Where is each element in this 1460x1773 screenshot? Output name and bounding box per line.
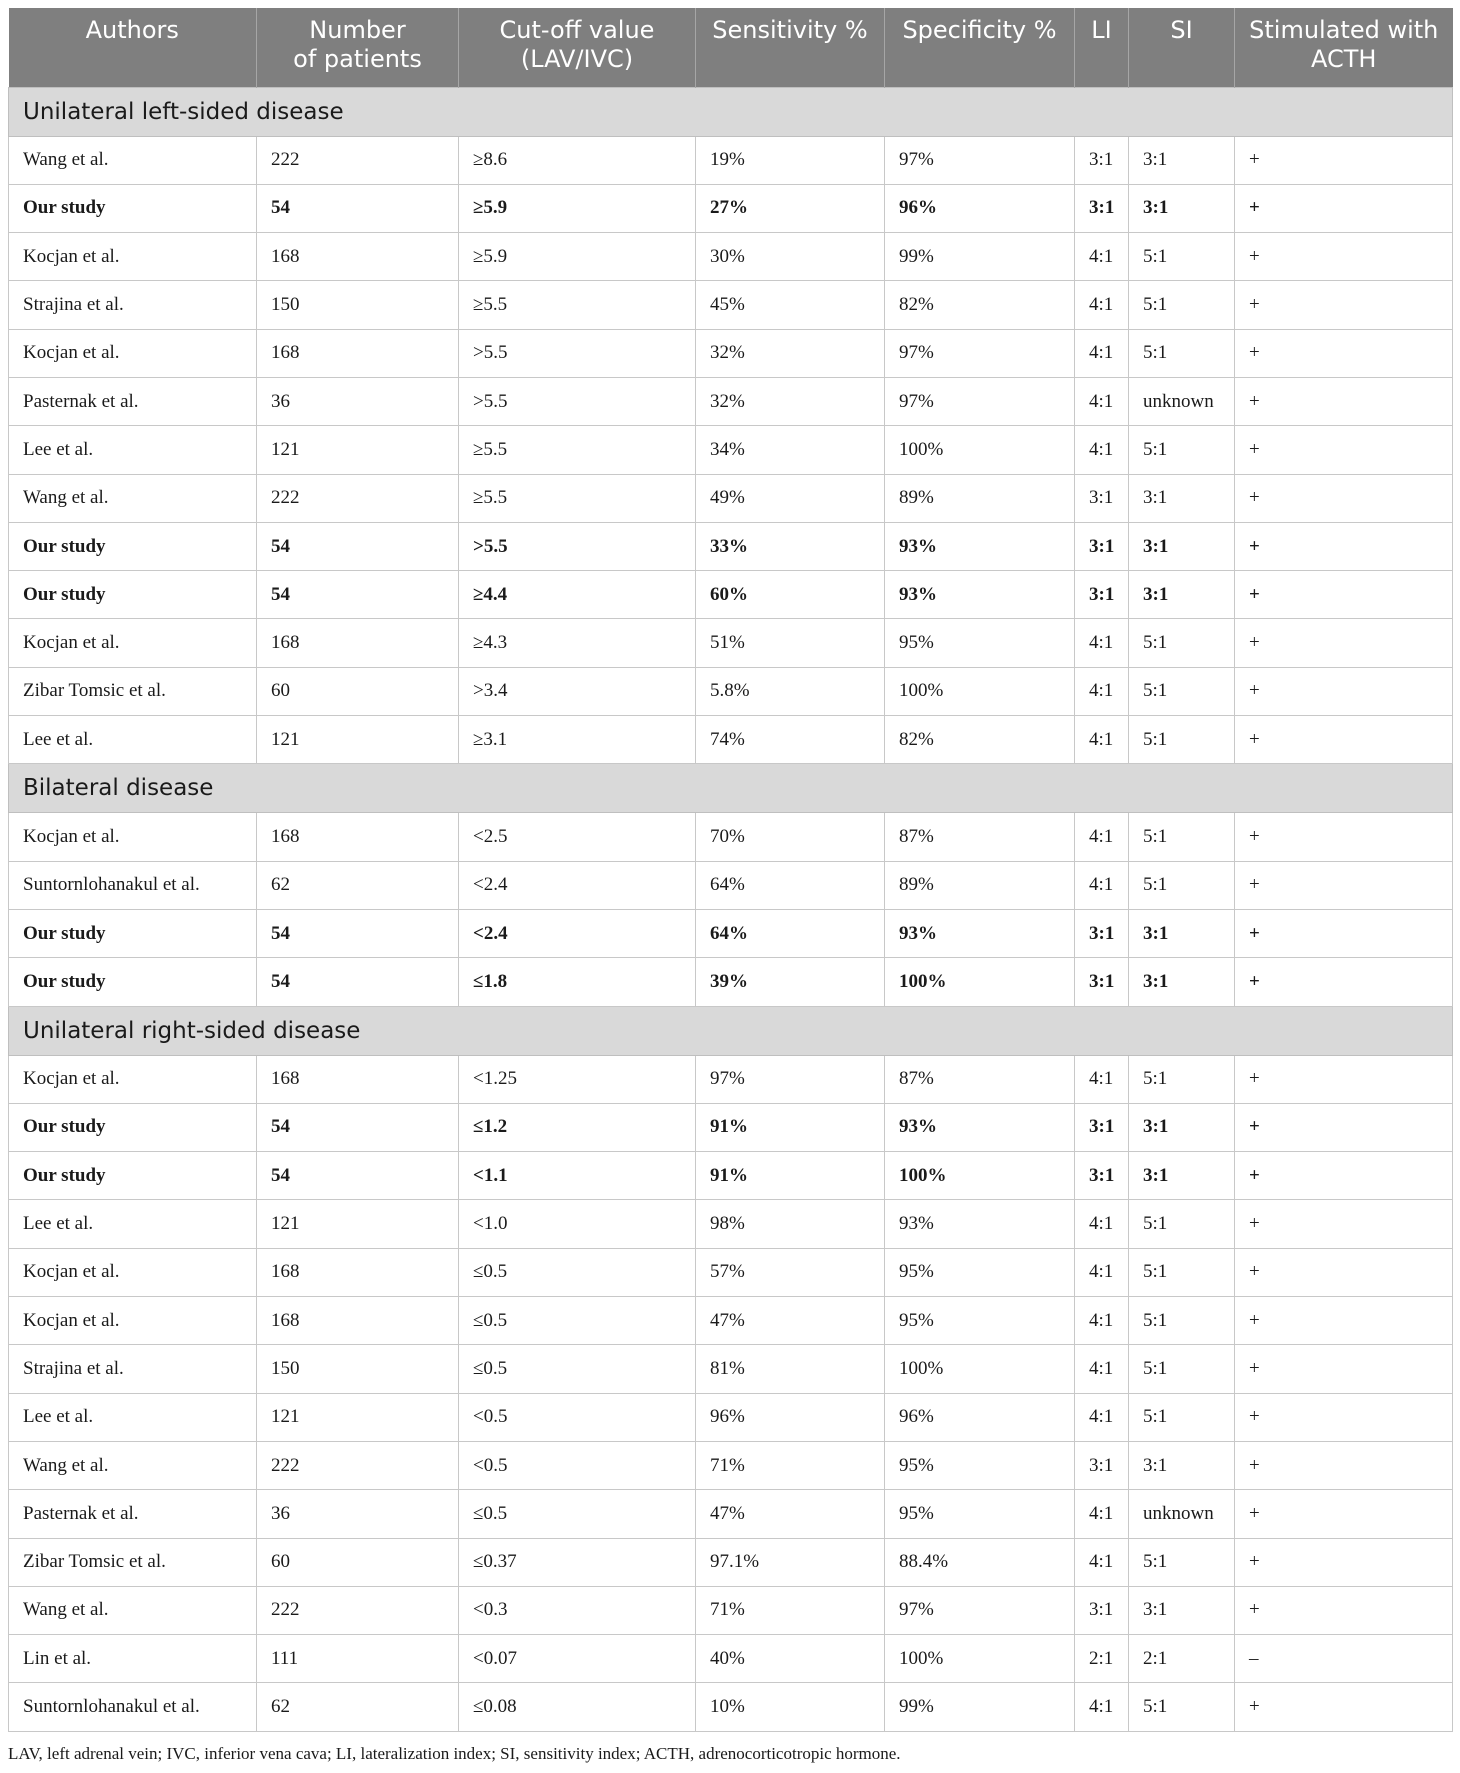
cell-cutoff-value: ≤0.08 xyxy=(459,1683,696,1731)
cell-number-of-patients: 222 xyxy=(257,1441,459,1489)
cell-number-of-patients: 54 xyxy=(257,571,459,619)
table-header xyxy=(9,8,1453,87)
cell-li: 4:1 xyxy=(1075,1345,1129,1393)
cell-cutoff-value: ≥3.1 xyxy=(459,716,696,764)
cell-stimulated-acth: + xyxy=(1235,1441,1453,1489)
cell-specificity: 93% xyxy=(885,1200,1075,1248)
cell-authors: Kocjan et al. xyxy=(9,813,257,861)
cell-stimulated-acth: + xyxy=(1235,571,1453,619)
cell-si: 5:1 xyxy=(1129,1248,1235,1296)
cell-sensitivity: 39% xyxy=(696,958,885,1006)
cell-li: 4:1 xyxy=(1075,813,1129,861)
cell-stimulated-acth: + xyxy=(1235,377,1453,425)
cell-stimulated-acth: + xyxy=(1235,1490,1453,1538)
cell-sensitivity: 19% xyxy=(696,136,885,184)
cell-cutoff-value: ≥5.9 xyxy=(459,184,696,232)
cell-specificity: 96% xyxy=(885,184,1075,232)
cell-number-of-patients: 121 xyxy=(257,1200,459,1248)
cell-si: 5:1 xyxy=(1129,426,1235,474)
cell-si: 3:1 xyxy=(1129,474,1235,522)
cell-si: 5:1 xyxy=(1129,1683,1235,1731)
cell-si: 5:1 xyxy=(1129,1297,1235,1345)
cell-authors: Kocjan et al. xyxy=(9,233,257,281)
cell-sensitivity: 33% xyxy=(696,522,885,570)
cell-specificity: 100% xyxy=(885,1635,1075,1683)
cell-si: 3:1 xyxy=(1129,1152,1235,1200)
cell-stimulated-acth: – xyxy=(1235,1635,1453,1683)
cell-specificity: 100% xyxy=(885,958,1075,1006)
cell-stimulated-acth: + xyxy=(1235,1586,1453,1634)
cell-authors: Suntornlohanakul et al. xyxy=(9,1683,257,1731)
cell-specificity: 93% xyxy=(885,1103,1075,1151)
cell-stimulated-acth: + xyxy=(1235,667,1453,715)
header-row xyxy=(9,8,1453,87)
cell-stimulated-acth: + xyxy=(1235,426,1453,474)
cell-specificity: 82% xyxy=(885,716,1075,764)
cell-si: unknown xyxy=(1129,1490,1235,1538)
table-row xyxy=(9,1055,1453,1103)
cell-specificity: 97% xyxy=(885,136,1075,184)
cell-li: 4:1 xyxy=(1075,1683,1129,1731)
cell-cutoff-value: <0.3 xyxy=(459,1586,696,1634)
table-row xyxy=(9,1200,1453,1248)
cell-si: 3:1 xyxy=(1129,136,1235,184)
cell-specificity: 93% xyxy=(885,909,1075,957)
cell-si: 3:1 xyxy=(1129,1441,1235,1489)
cell-sensitivity: 97% xyxy=(696,1055,885,1103)
cell-number-of-patients: 54 xyxy=(257,958,459,1006)
cell-li: 4:1 xyxy=(1075,861,1129,909)
header-li: LI xyxy=(1075,8,1129,87)
table-row xyxy=(9,184,1453,232)
cell-cutoff-value: <2.5 xyxy=(459,813,696,861)
cell-number-of-patients: 54 xyxy=(257,1103,459,1151)
cell-sensitivity: 60% xyxy=(696,571,885,619)
cell-authors: Kocjan et al. xyxy=(9,1055,257,1103)
cell-number-of-patients: 121 xyxy=(257,426,459,474)
cell-cutoff-value: ≥5.5 xyxy=(459,281,696,329)
cell-cutoff-value: >5.5 xyxy=(459,377,696,425)
cell-stimulated-acth: + xyxy=(1235,813,1453,861)
cell-specificity: 97% xyxy=(885,377,1075,425)
cell-si: 5:1 xyxy=(1129,1345,1235,1393)
section-title: Bilateral disease xyxy=(9,764,1453,813)
cell-li: 4:1 xyxy=(1075,329,1129,377)
cell-sensitivity: 5.8% xyxy=(696,667,885,715)
cell-number-of-patients: 168 xyxy=(257,1248,459,1296)
cell-authors: Zibar Tomsic et al. xyxy=(9,667,257,715)
cell-sensitivity: 71% xyxy=(696,1441,885,1489)
cell-sensitivity: 10% xyxy=(696,1683,885,1731)
cell-authors: Strajina et al. xyxy=(9,1345,257,1393)
table-row xyxy=(9,1490,1453,1538)
cell-number-of-patients: 222 xyxy=(257,474,459,522)
cell-stimulated-acth: + xyxy=(1235,136,1453,184)
cell-sensitivity: 32% xyxy=(696,329,885,377)
cell-li: 2:1 xyxy=(1075,1635,1129,1683)
cell-authors: Our study xyxy=(9,571,257,619)
cell-sensitivity: 45% xyxy=(696,281,885,329)
table-body xyxy=(9,87,1453,1731)
cell-stimulated-acth: + xyxy=(1235,619,1453,667)
cell-stimulated-acth: + xyxy=(1235,1538,1453,1586)
header-authors: Authors xyxy=(9,8,257,87)
cell-li: 3:1 xyxy=(1075,1152,1129,1200)
cell-cutoff-value: <1.1 xyxy=(459,1152,696,1200)
cell-number-of-patients: 60 xyxy=(257,667,459,715)
cell-stimulated-acth: + xyxy=(1235,281,1453,329)
cell-li: 3:1 xyxy=(1075,474,1129,522)
cell-sensitivity: 97.1% xyxy=(696,1538,885,1586)
cell-specificity: 82% xyxy=(885,281,1075,329)
section-row xyxy=(9,764,1453,813)
cell-authors: Our study xyxy=(9,522,257,570)
cell-sensitivity: 91% xyxy=(696,1152,885,1200)
cell-number-of-patients: 62 xyxy=(257,861,459,909)
cell-authors: Lee et al. xyxy=(9,426,257,474)
cell-number-of-patients: 150 xyxy=(257,1345,459,1393)
cell-specificity: 100% xyxy=(885,426,1075,474)
header-stimulated-acth: Stimulated with ACTH xyxy=(1235,8,1453,87)
cell-si: 5:1 xyxy=(1129,329,1235,377)
cell-number-of-patients: 168 xyxy=(257,1055,459,1103)
cell-sensitivity: 64% xyxy=(696,861,885,909)
cell-number-of-patients: 54 xyxy=(257,909,459,957)
cell-number-of-patients: 168 xyxy=(257,329,459,377)
cell-si: 3:1 xyxy=(1129,1586,1235,1634)
cell-sensitivity: 57% xyxy=(696,1248,885,1296)
cell-number-of-patients: 54 xyxy=(257,1152,459,1200)
cell-authors: Kocjan et al. xyxy=(9,329,257,377)
cell-li: 4:1 xyxy=(1075,233,1129,281)
cell-specificity: 96% xyxy=(885,1393,1075,1441)
cell-stimulated-acth: + xyxy=(1235,329,1453,377)
cell-authors: Our study xyxy=(9,1103,257,1151)
cell-stimulated-acth: + xyxy=(1235,233,1453,281)
cell-li: 4:1 xyxy=(1075,667,1129,715)
cell-specificity: 87% xyxy=(885,813,1075,861)
cell-specificity: 88.4% xyxy=(885,1538,1075,1586)
cell-sensitivity: 47% xyxy=(696,1297,885,1345)
cell-authors: Lee et al. xyxy=(9,716,257,764)
cell-cutoff-value: ≤0.5 xyxy=(459,1248,696,1296)
cell-si: 5:1 xyxy=(1129,813,1235,861)
table-row xyxy=(9,1538,1453,1586)
cell-stimulated-acth: + xyxy=(1235,474,1453,522)
cell-li: 3:1 xyxy=(1075,958,1129,1006)
table-row xyxy=(9,958,1453,1006)
cell-cutoff-value: ≤1.8 xyxy=(459,958,696,1006)
cell-cutoff-value: ≥4.4 xyxy=(459,571,696,619)
cell-cutoff-value: ≥4.3 xyxy=(459,619,696,667)
cell-li: 4:1 xyxy=(1075,1297,1129,1345)
cell-stimulated-acth: + xyxy=(1235,1103,1453,1151)
cell-stimulated-acth: + xyxy=(1235,958,1453,1006)
cell-authors: Strajina et al. xyxy=(9,281,257,329)
cell-li: 3:1 xyxy=(1075,136,1129,184)
cell-cutoff-value: >3.4 xyxy=(459,667,696,715)
cell-authors: Our study xyxy=(9,909,257,957)
cell-cutoff-value: ≤1.2 xyxy=(459,1103,696,1151)
cell-number-of-patients: 121 xyxy=(257,716,459,764)
cell-number-of-patients: 54 xyxy=(257,522,459,570)
cell-li: 4:1 xyxy=(1075,1490,1129,1538)
cell-si: 3:1 xyxy=(1129,958,1235,1006)
cell-number-of-patients: 222 xyxy=(257,1586,459,1634)
cell-cutoff-value: ≥5.5 xyxy=(459,474,696,522)
cell-sensitivity: 70% xyxy=(696,813,885,861)
cell-authors: Our study xyxy=(9,1152,257,1200)
section-row xyxy=(9,1006,1453,1055)
cell-sensitivity: 98% xyxy=(696,1200,885,1248)
cell-number-of-patients: 36 xyxy=(257,1490,459,1538)
cell-specificity: 89% xyxy=(885,861,1075,909)
cell-cutoff-value: ≤0.37 xyxy=(459,1538,696,1586)
cell-si: 5:1 xyxy=(1129,1200,1235,1248)
cell-cutoff-value: ≤0.5 xyxy=(459,1490,696,1538)
cell-si: 5:1 xyxy=(1129,1393,1235,1441)
cell-specificity: 87% xyxy=(885,1055,1075,1103)
cell-authors: Lee et al. xyxy=(9,1200,257,1248)
cell-si: unknown xyxy=(1129,377,1235,425)
cell-sensitivity: 81% xyxy=(696,1345,885,1393)
cell-authors: Wang et al. xyxy=(9,1441,257,1489)
cell-sensitivity: 91% xyxy=(696,1103,885,1151)
section-title: Unilateral right-sided disease xyxy=(9,1006,1453,1055)
cell-stimulated-acth: + xyxy=(1235,184,1453,232)
cell-number-of-patients: 62 xyxy=(257,1683,459,1731)
cell-stimulated-acth: + xyxy=(1235,1345,1453,1393)
cell-cutoff-value: <0.07 xyxy=(459,1635,696,1683)
cell-sensitivity: 27% xyxy=(696,184,885,232)
cell-li: 3:1 xyxy=(1075,1103,1129,1151)
table-row xyxy=(9,281,1453,329)
cell-si: 3:1 xyxy=(1129,909,1235,957)
table-row xyxy=(9,474,1453,522)
cell-li: 4:1 xyxy=(1075,426,1129,474)
table-row xyxy=(9,1393,1453,1441)
cell-number-of-patients: 150 xyxy=(257,281,459,329)
table-row xyxy=(9,1297,1453,1345)
table-row xyxy=(9,1103,1453,1151)
section-row xyxy=(9,87,1453,136)
cell-li: 3:1 xyxy=(1075,909,1129,957)
table-row xyxy=(9,619,1453,667)
cell-si: 5:1 xyxy=(1129,619,1235,667)
cell-cutoff-value: ≥5.5 xyxy=(459,426,696,474)
cell-authors: Kocjan et al. xyxy=(9,1297,257,1345)
cell-si: 5:1 xyxy=(1129,667,1235,715)
cell-cutoff-value: ≥8.6 xyxy=(459,136,696,184)
cell-authors: Lee et al. xyxy=(9,1393,257,1441)
cell-authors: Wang et al. xyxy=(9,136,257,184)
cell-si: 3:1 xyxy=(1129,571,1235,619)
cell-stimulated-acth: + xyxy=(1235,1393,1453,1441)
cell-li: 3:1 xyxy=(1075,1441,1129,1489)
cell-specificity: 93% xyxy=(885,571,1075,619)
cell-cutoff-value: ≤0.5 xyxy=(459,1297,696,1345)
cell-stimulated-acth: + xyxy=(1235,1055,1453,1103)
table-container xyxy=(8,8,1452,1732)
cell-li: 4:1 xyxy=(1075,281,1129,329)
cell-specificity: 100% xyxy=(885,667,1075,715)
cell-specificity: 99% xyxy=(885,233,1075,281)
cell-li: 4:1 xyxy=(1075,1538,1129,1586)
cell-sensitivity: 49% xyxy=(696,474,885,522)
cell-si: 5:1 xyxy=(1129,281,1235,329)
cell-cutoff-value: ≤0.5 xyxy=(459,1345,696,1393)
cell-authors: Wang et al. xyxy=(9,474,257,522)
cell-li: 4:1 xyxy=(1075,377,1129,425)
cell-specificity: 100% xyxy=(885,1152,1075,1200)
cell-li: 3:1 xyxy=(1075,1586,1129,1634)
table-row xyxy=(9,1683,1453,1731)
cell-authors: Our study xyxy=(9,958,257,1006)
cell-specificity: 89% xyxy=(885,474,1075,522)
cell-cutoff-value: ≥5.9 xyxy=(459,233,696,281)
cell-number-of-patients: 121 xyxy=(257,1393,459,1441)
table-row xyxy=(9,716,1453,764)
cell-authors: Our study xyxy=(9,184,257,232)
table-row xyxy=(9,1441,1453,1489)
cell-si: 5:1 xyxy=(1129,1538,1235,1586)
cell-specificity: 95% xyxy=(885,1441,1075,1489)
cell-cutoff-value: <2.4 xyxy=(459,909,696,957)
cell-li: 4:1 xyxy=(1075,1393,1129,1441)
cell-authors: Pasternak et al. xyxy=(9,377,257,425)
cell-cutoff-value: >5.5 xyxy=(459,329,696,377)
cell-sensitivity: 40% xyxy=(696,1635,885,1683)
cell-authors: Zibar Tomsic et al. xyxy=(9,1538,257,1586)
cell-si: 5:1 xyxy=(1129,1055,1235,1103)
header-si: SI xyxy=(1129,8,1235,87)
cell-li: 4:1 xyxy=(1075,1055,1129,1103)
cell-stimulated-acth: + xyxy=(1235,1248,1453,1296)
table-row xyxy=(9,329,1453,377)
cell-stimulated-acth: + xyxy=(1235,861,1453,909)
table-row xyxy=(9,522,1453,570)
table-row xyxy=(9,1152,1453,1200)
cell-li: 3:1 xyxy=(1075,571,1129,619)
cell-si: 2:1 xyxy=(1129,1635,1235,1683)
cell-sensitivity: 71% xyxy=(696,1586,885,1634)
cell-si: 5:1 xyxy=(1129,233,1235,281)
cell-sensitivity: 51% xyxy=(696,619,885,667)
table-row xyxy=(9,813,1453,861)
header-sensitivity: Sensitivity % xyxy=(696,8,885,87)
table-row xyxy=(9,426,1453,474)
cell-stimulated-acth: + xyxy=(1235,716,1453,764)
cell-authors: Suntornlohanakul et al. xyxy=(9,861,257,909)
table-row xyxy=(9,1586,1453,1634)
cell-si: 3:1 xyxy=(1129,522,1235,570)
cell-cutoff-value: <1.0 xyxy=(459,1200,696,1248)
cell-sensitivity: 30% xyxy=(696,233,885,281)
cell-number-of-patients: 111 xyxy=(257,1635,459,1683)
cell-cutoff-value: >5.5 xyxy=(459,522,696,570)
cell-specificity: 100% xyxy=(885,1345,1075,1393)
cutoff-comparison-table xyxy=(8,8,1453,1732)
cell-number-of-patients: 60 xyxy=(257,1538,459,1586)
cell-authors: Kocjan et al. xyxy=(9,619,257,667)
cell-stimulated-acth: + xyxy=(1235,1297,1453,1345)
cell-li: 3:1 xyxy=(1075,184,1129,232)
cell-number-of-patients: 54 xyxy=(257,184,459,232)
cell-cutoff-value: <1.25 xyxy=(459,1055,696,1103)
table-row xyxy=(9,861,1453,909)
section-title: Unilateral left-sided disease xyxy=(9,87,1453,136)
cell-li: 3:1 xyxy=(1075,522,1129,570)
cell-sensitivity: 47% xyxy=(696,1490,885,1538)
cell-specificity: 97% xyxy=(885,329,1075,377)
cell-sensitivity: 34% xyxy=(696,426,885,474)
cell-si: 3:1 xyxy=(1129,184,1235,232)
header-number-of-patients: Number of patients xyxy=(257,8,459,87)
cell-number-of-patients: 168 xyxy=(257,813,459,861)
header-specificity: Specificity % xyxy=(885,8,1075,87)
cell-number-of-patients: 222 xyxy=(257,136,459,184)
cell-li: 4:1 xyxy=(1075,1200,1129,1248)
cell-stimulated-acth: + xyxy=(1235,1152,1453,1200)
table-footnote: LAV, left adrenal vein; IVC, inferior vena cava; LI, lateralization index; SI, sensitivity index; ACTH, adrenocorticotropic hormone. xyxy=(8,1744,901,1763)
cell-stimulated-acth: + xyxy=(1235,522,1453,570)
cell-cutoff-value: <0.5 xyxy=(459,1441,696,1489)
table-row xyxy=(9,571,1453,619)
cell-specificity: 97% xyxy=(885,1586,1075,1634)
cell-authors: Kocjan et al. xyxy=(9,1248,257,1296)
table-row xyxy=(9,377,1453,425)
cell-number-of-patients: 36 xyxy=(257,377,459,425)
table-row xyxy=(9,909,1453,957)
cell-sensitivity: 64% xyxy=(696,909,885,957)
cell-specificity: 95% xyxy=(885,619,1075,667)
cell-specificity: 99% xyxy=(885,1683,1075,1731)
table-row xyxy=(9,1248,1453,1296)
table-row xyxy=(9,136,1453,184)
cell-specificity: 95% xyxy=(885,1248,1075,1296)
header-cutoff-value: Cut-off value (LAV/IVC) xyxy=(459,8,696,87)
cell-stimulated-acth: + xyxy=(1235,1200,1453,1248)
cell-authors: Pasternak et al. xyxy=(9,1490,257,1538)
cell-cutoff-value: <2.4 xyxy=(459,861,696,909)
cell-sensitivity: 32% xyxy=(696,377,885,425)
cell-li: 4:1 xyxy=(1075,619,1129,667)
cell-sensitivity: 96% xyxy=(696,1393,885,1441)
cell-number-of-patients: 168 xyxy=(257,619,459,667)
cell-sensitivity: 74% xyxy=(696,716,885,764)
table-row xyxy=(9,667,1453,715)
cell-cutoff-value: <0.5 xyxy=(459,1393,696,1441)
table-row xyxy=(9,1345,1453,1393)
cell-si: 5:1 xyxy=(1129,716,1235,764)
cell-specificity: 93% xyxy=(885,522,1075,570)
cell-number-of-patients: 168 xyxy=(257,233,459,281)
cell-stimulated-acth: + xyxy=(1235,909,1453,957)
cell-stimulated-acth: + xyxy=(1235,1683,1453,1731)
cell-number-of-patients: 168 xyxy=(257,1297,459,1345)
cell-specificity: 95% xyxy=(885,1297,1075,1345)
table-row xyxy=(9,1635,1453,1683)
cell-authors: Lin et al. xyxy=(9,1635,257,1683)
cell-specificity: 95% xyxy=(885,1490,1075,1538)
cell-si: 5:1 xyxy=(1129,861,1235,909)
cell-si: 3:1 xyxy=(1129,1103,1235,1151)
table-row xyxy=(9,233,1453,281)
cell-li: 4:1 xyxy=(1075,1248,1129,1296)
cell-li: 4:1 xyxy=(1075,716,1129,764)
cell-authors: Wang et al. xyxy=(9,1586,257,1634)
